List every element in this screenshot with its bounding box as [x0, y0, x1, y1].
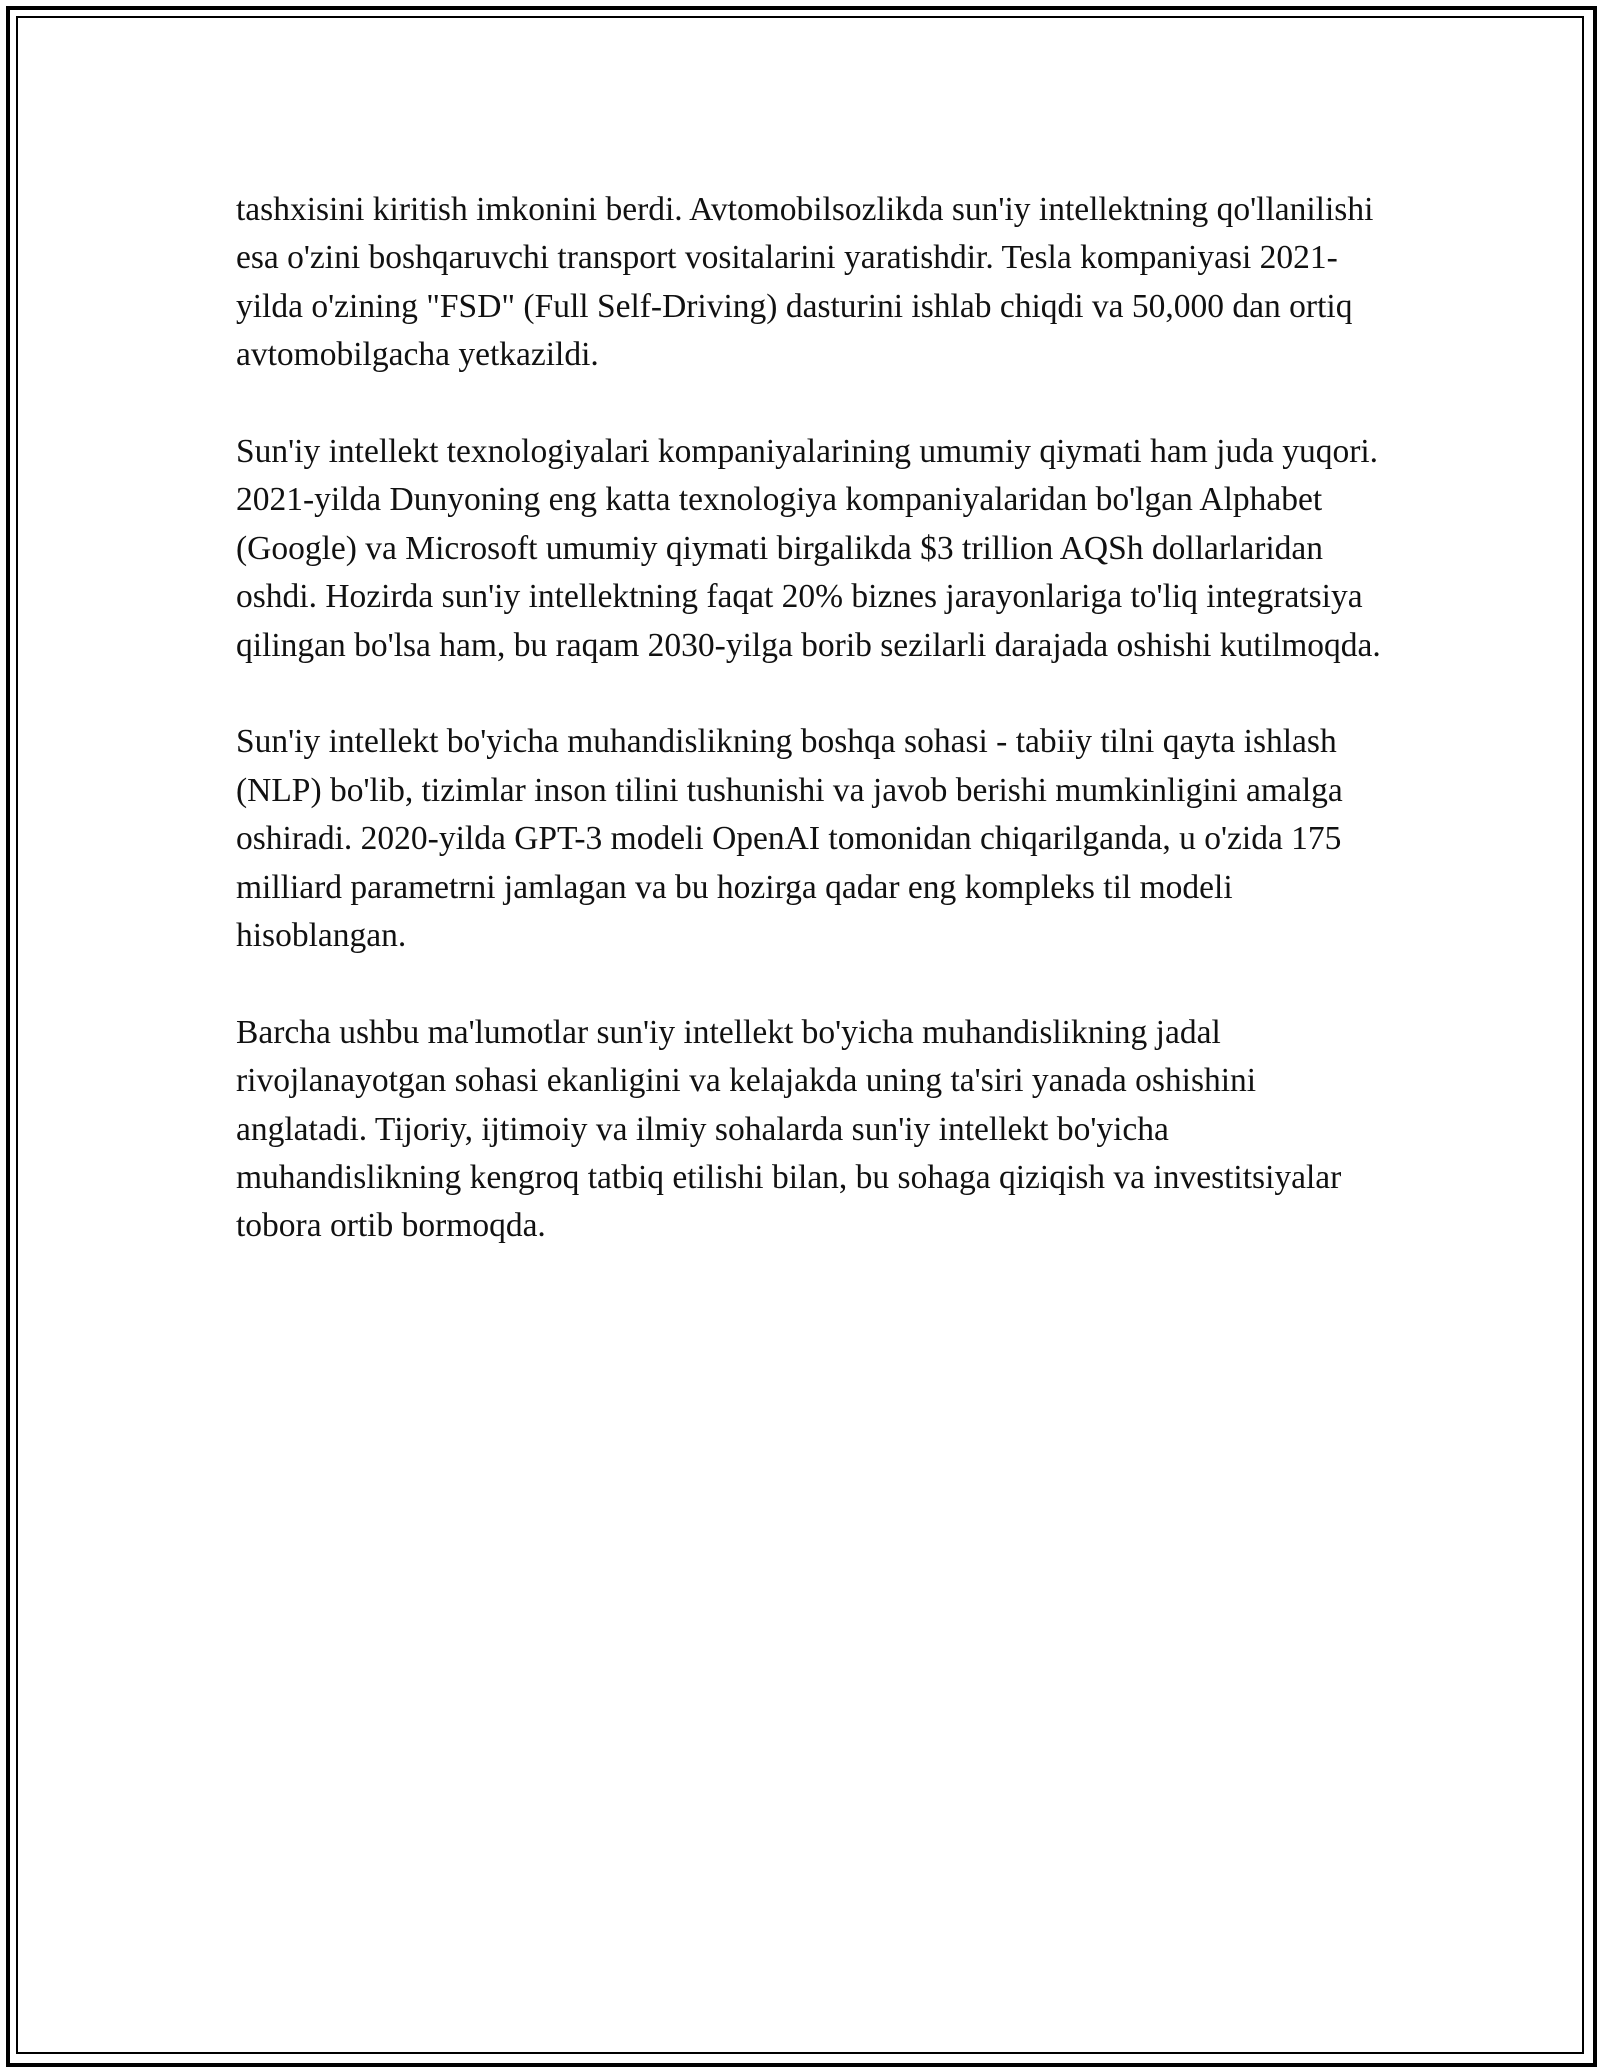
paragraph-3: Sun'iy intellekt bo'yicha muhandislikning boshqa sohasi - tabiiy tilni qayta ishlash (NLP) bo'lib, tizimlar inson tilini tushunishi va javob berishi mumkinligini amalga oshiradi. 2020-yilda GPT-3 modeli OpenAI tomonidan chiqarilganda, u o'zida 175 milliard parametrni jamlagan va bu hozirga qadar eng kompleks til modeli hisoblangan.: [236, 723, 1343, 955]
document-body: [236, 186, 1386, 1299]
paragraph-2: Sun'iy intellekt texnologiyalari kompaniyalarining umumiy qiymati ham juda yuqori. 2021-yilda Dunyoning eng katta texnologiya kompaniyalaridan bo'lgan Alphabet (Google) va Microsoft umumiy qiymati birgalikda $3 trillion AQSh dollarlaridan oshdi. Hozirda sun'iy intellektning faqat 20% biznes jarayonlariga to'liq integratsiya qilingan bo'lsa ham, bu raqam 2030-yilga borib sezilarli darajada oshishi kutilmoqda.: [236, 433, 1381, 664]
paragraph-1: tashxisini kiritish imkonini berdi. Avtomobilsozlikda sun'iy intellektning qo'llanilishi esa o'zini boshqaruvchi transport vositalarini yaratishdir. Tesla kompaniyasi 2021-yilda o'zining "FSD" (Full Self-Driving) dasturini ishlab chiqdi va 50,000 dan ortiq avtomobilgacha yetkazildi.: [236, 191, 1374, 374]
paragraph-4: Barcha ushbu ma'lumotlar sun'iy intellekt bo'yicha muhandislikning jadal rivojlanayotgan sohasi ekanligini va kelajakda uning ta'siri yanada oshishini anglatadi. Tijoriy, ijtimoiy va ilmiy sohalarda sun'iy intellekt bo'yicha muhandislikning kengroq tatbiq etilishi bilan, bu sohaga qiziqish va investitsiyalar tobora ortib bormoqda.: [236, 1013, 1342, 1245]
